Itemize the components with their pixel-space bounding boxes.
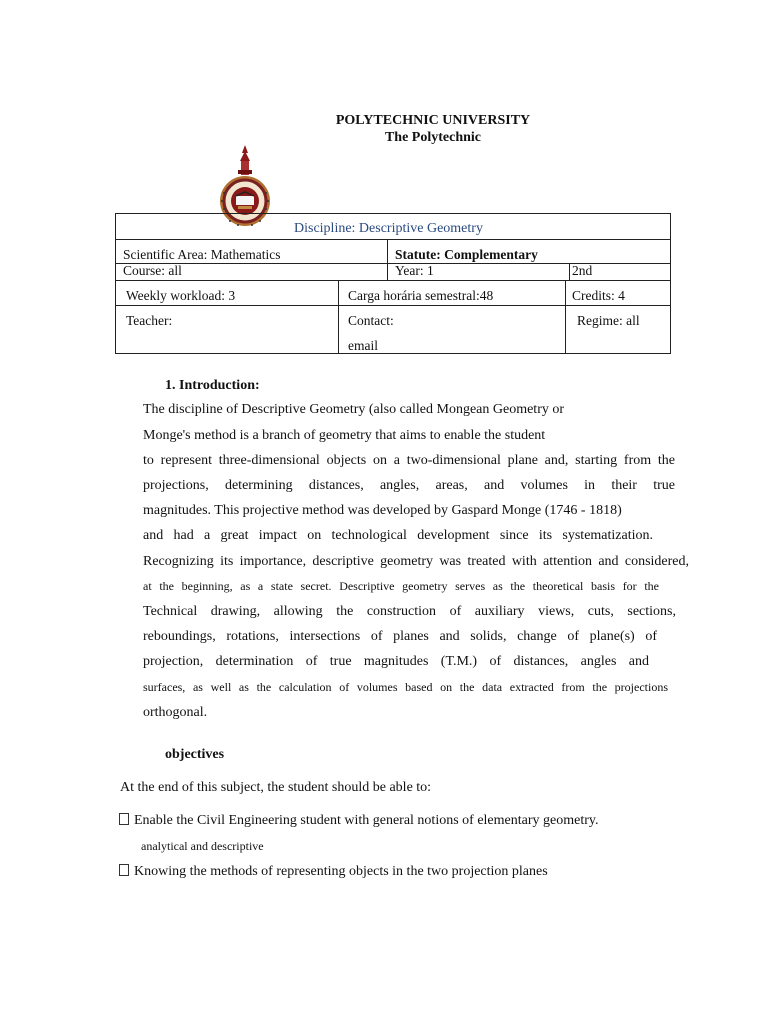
course: Course: all: [123, 263, 182, 278]
teacher: Teacher:: [126, 313, 173, 328]
list-item: Knowing the methods of representing objects in the two projection planes: [119, 864, 548, 880]
regime: Regime: all: [577, 313, 640, 328]
paragraph-line: reboundings, rotations, intersections of planes and solids, change of plane(s) of: [143, 629, 657, 644]
institution-subtitle: The Polytechnic: [384, 130, 482, 145]
objectives-intro: At the end of this subject, the student should be able to:: [120, 780, 432, 795]
paragraph-line: orthogonal.: [143, 705, 208, 720]
paragraph-line: Monge's method is a branch of geometry that aims to enable the student: [143, 428, 546, 443]
list-item: Enable the Civil Engineering student with general notions of elementary geometry.: [119, 813, 598, 829]
paragraph-line: Technical drawing, allowing the construction of auxiliary views, cuts, sections,: [143, 604, 676, 619]
paragraph-line: Recognizing its importance, descriptive geometry was treated with attention and considered,: [143, 554, 689, 569]
university-title: POLYTECHNIC UNIVERSITY: [335, 113, 531, 128]
year: Year: 1: [395, 263, 434, 278]
weekly-workload: Weekly workload: 3: [126, 288, 236, 303]
semester: 2nd: [572, 263, 593, 278]
introduction-heading: 1. Introduction:: [165, 378, 260, 393]
paragraph-line: projections, determining distances, angles, areas, and volumes in their true: [143, 478, 675, 493]
objectives-heading: objectives: [165, 747, 225, 762]
semester-workload: Carga horária semestral:48: [348, 288, 494, 303]
list-item-continuation: analytical and descriptive: [141, 839, 264, 853]
contact: Contact:: [348, 313, 394, 328]
paragraph-line: and had a great impact on technological development since its systematization.: [143, 528, 653, 543]
paragraph-line: projection, determination of true magnitudes (T.M.) of distances, angles and: [143, 654, 649, 669]
paragraph-line: The discipline of Descriptive Geometry (also called Mongean Geometry or: [143, 402, 565, 417]
paragraph-line: magnitudes. This projective method was developed by Gaspard Monge (1746 - 1818): [143, 503, 622, 518]
bullet-box-icon: [119, 813, 129, 825]
statute: Statute: Complementary: [395, 247, 538, 262]
scientific-area: Scientific Area: Mathematics: [123, 247, 281, 262]
email: email: [348, 338, 378, 353]
bullet-box-icon: [119, 864, 129, 876]
credits: Credits: 4: [572, 288, 625, 303]
course-info-table: [115, 213, 671, 354]
paragraph-line: surfaces, as well as the calculation of volumes based on the data extracted from the projections: [143, 680, 668, 694]
discipline-name: Discipline: Descriptive Geometry: [294, 221, 483, 236]
paragraph-line: at the beginning, as a state secret. Descriptive geometry serves as the theoretical basis for the: [143, 579, 659, 593]
paragraph-line: to represent three-dimensional objects on a two-dimensional plane and, starting from the: [143, 453, 675, 468]
